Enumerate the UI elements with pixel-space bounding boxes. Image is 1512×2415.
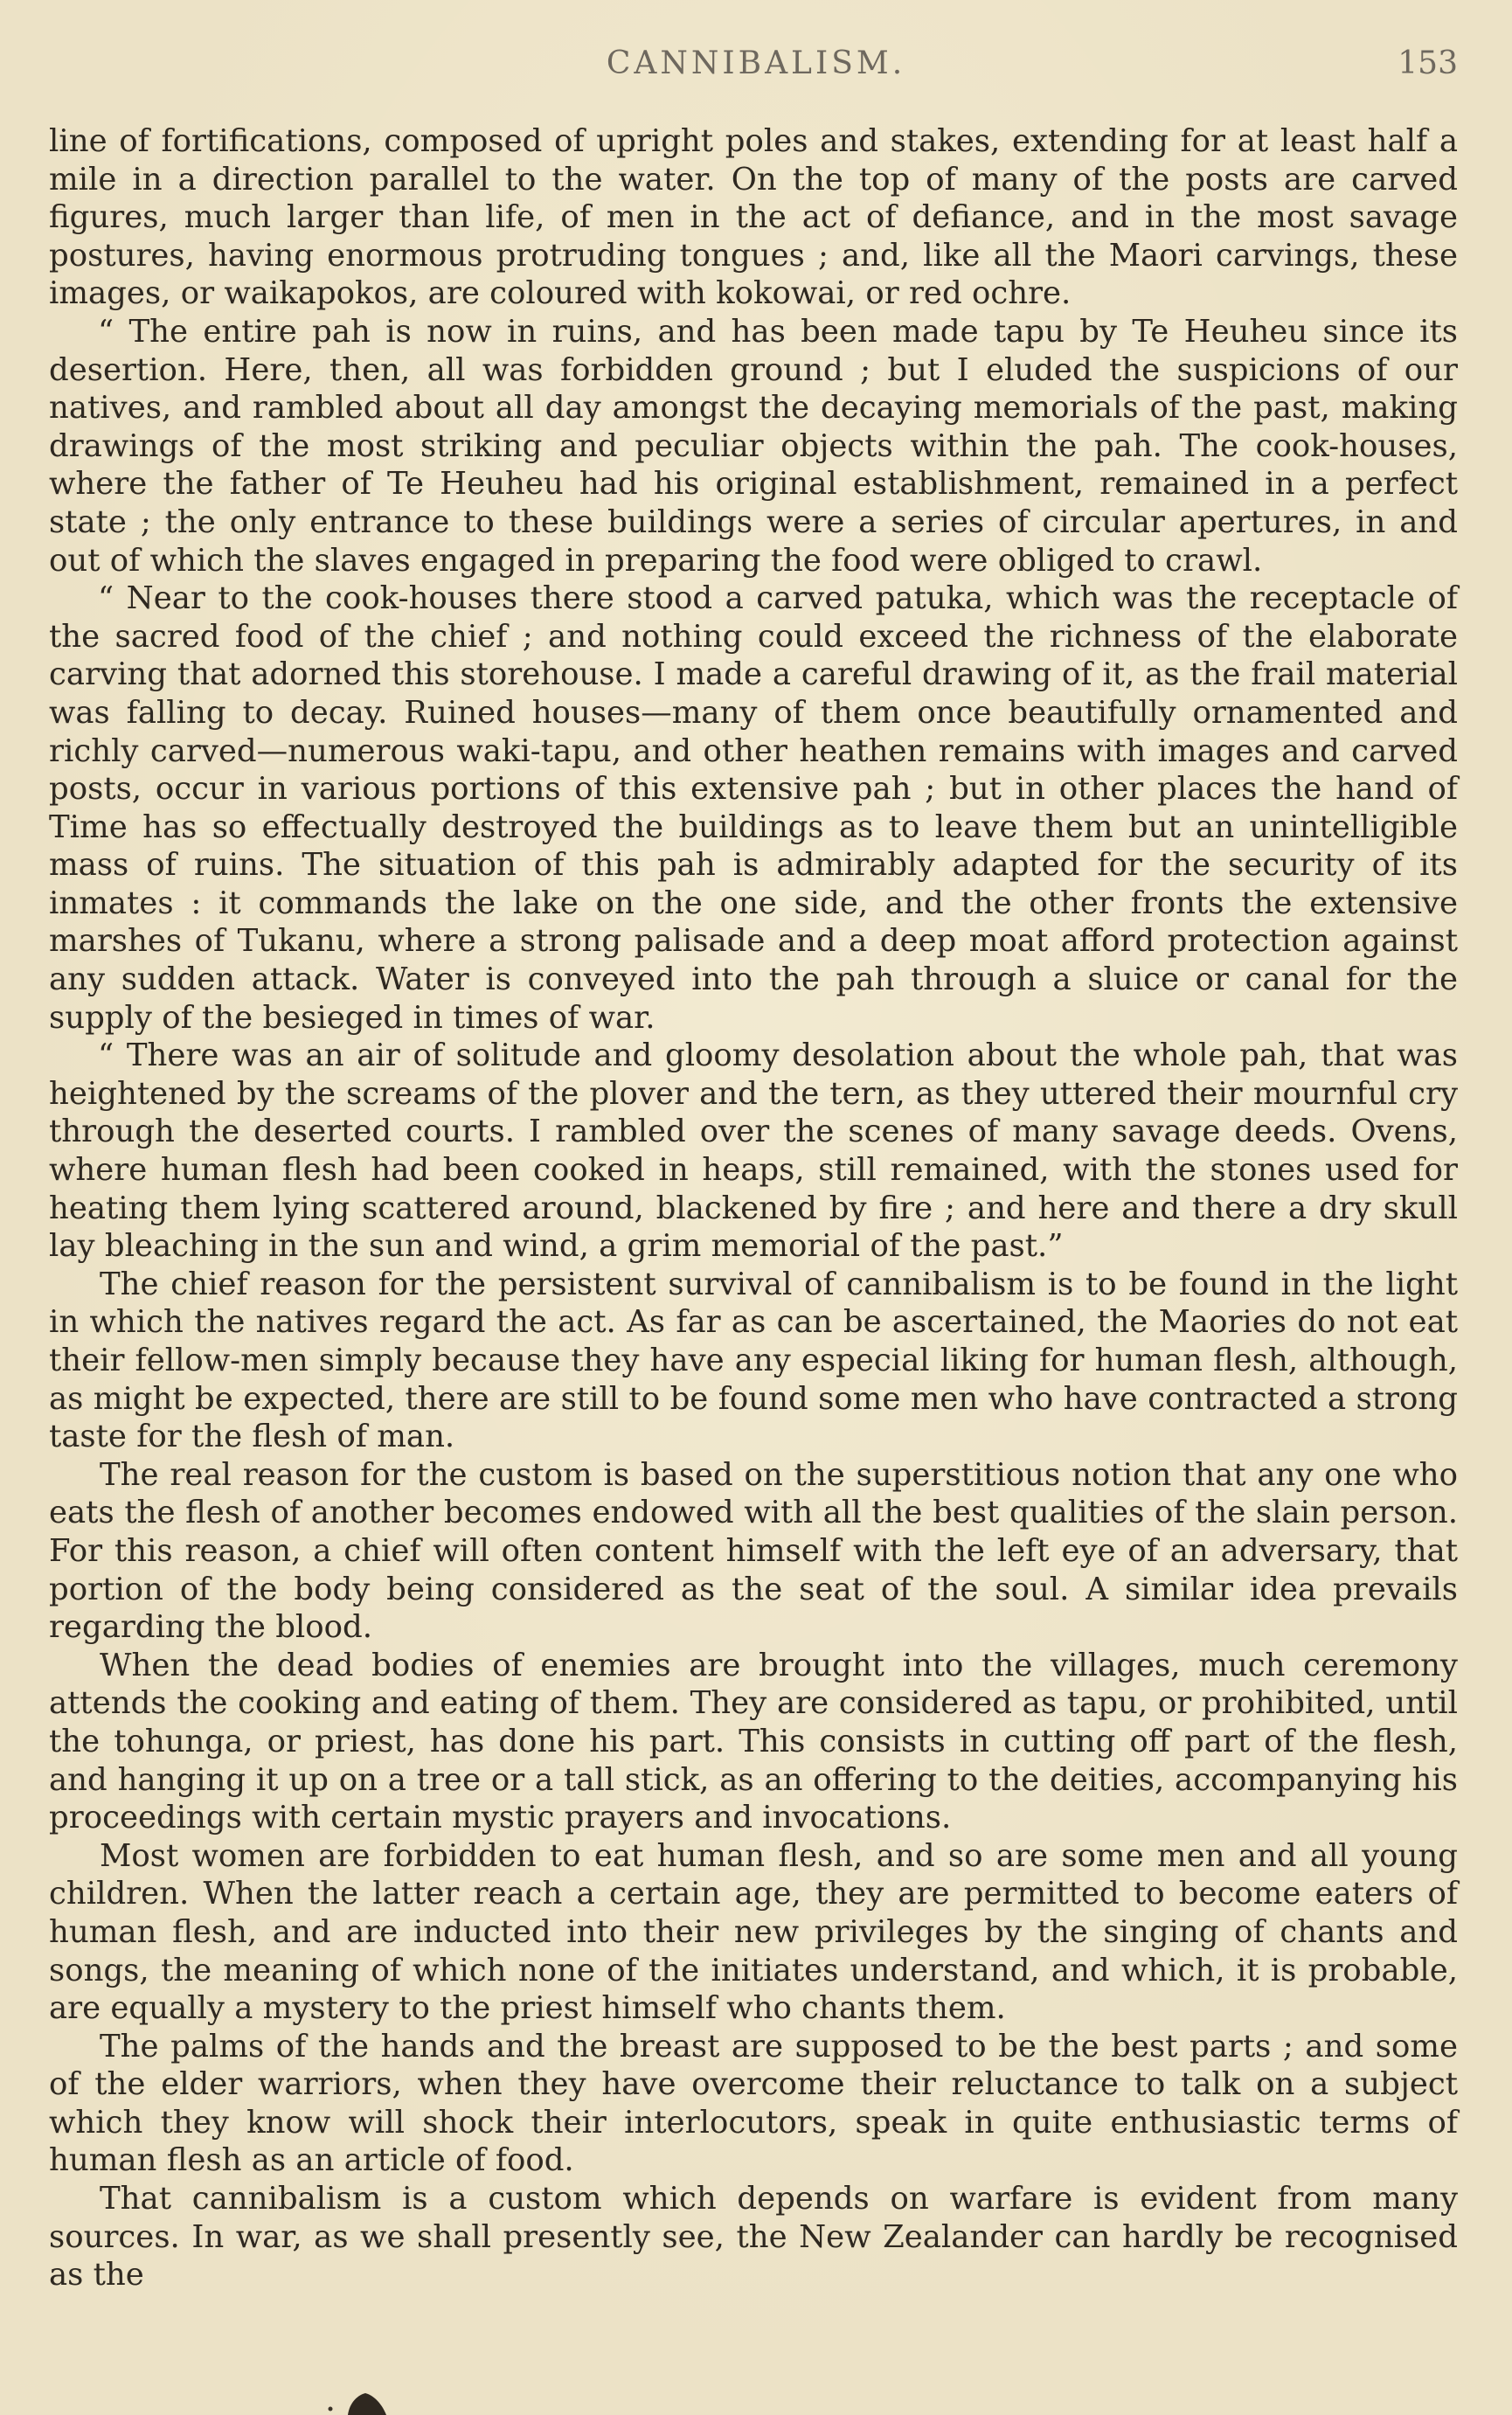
printer-ornament-mark: [323, 2386, 402, 2415]
paragraph-ceremony: When the dead bodies of enemies are brought into the villages, much ceremony attends the cooking and eating of them. They are considered as tapu, or prohibited, until the tohunga, or priest, has done his part. This consists in cutting off part of the flesh, and hanging it up on a tree or a tall stick, as an offering to the deities, accompanying his proceedings with certain mystic prayers and invocations.: [49, 1647, 1458, 1836]
running-head: [0, 45, 1512, 98]
paragraph-chief-reason: The chief reason for the persistent survival of cannibalism is to be found in the light in which the natives regard the act. As far as can be ascertained, the Maories do not eat their fellow-men simply because they have any especial liking for human flesh, although, as might be expected, there are still to be found some men who have contracted a strong taste for the flesh of man.: [49, 1266, 1458, 1455]
paragraph-continuation: line of fortifications, composed of upright poles and stakes, extending for at least half a mile in a direction parallel to the water. On the top of many of the posts are carved figures, much larger than life, of men in the act of defiance, and in the most savage postures, having enormous protruding tongues ; and, like all the Maori carvings, these images, or waikapokos, are coloured with kokowai, or red ochre.: [49, 123, 1458, 312]
paragraph-quote-solitude: “ There was an air of solitude and gloomy desolation about the whole pah, that was heightened by the screams of the plover and the tern, as they uttered their mournful cry through the deserted courts. I rambled over the scenes of many savage deeds. Ovens, where human flesh had been cooked in heaps, still remained, with the stones used for heating them lying scattered around, blackened by fire ; and here and there a dry skull lay bleaching in the sun and wind, a grim memorial of the past.”: [49, 1037, 1458, 1265]
paragraph-real-reason: The real reason for the custom is based on the superstitious notion that any one who eats the flesh of another becomes endowed with all the best qualities of the slain person. For this reason, a chief will often content himself with the left eye of an adversary, that portion of the body being considered as the seat of the soul. A similar idea prevails regarding the blood.: [49, 1456, 1458, 1646]
paragraph-women-forbidden: Most women are forbidden to eat human flesh, and so are some men and all young children. When the latter reach a certain age, they are permitted to become eaters of human flesh, and are inducted into their new privileges by the singing of chants and songs, the meaning of which none of the initiates understand, and which, it is probable, are equally a mystery to the priest himself who chants them.: [49, 1837, 1458, 2027]
paragraph-quote-patuka: “ Near to the cook-houses there stood a carved patuka, which was the receptacle of the sacred food of the chief ; and nothing could exceed the richness of the elaborate carving that adorned this storehouse. I made a careful drawing of it, as the frail material was falling to decay. Ruined houses—many of them once beautifully ornamented and richly carved—numerous waki-tapu, and other heathen remains with images and carved posts, occur in various portions of this extensive pah ; but in other places the hand of Time has so effectually destroyed the buildings as to leave them but an unintelligible mass of ruins. The situation of this pah is admirably adapted for the security of its inmates : it commands the lake on the one side, and the other fronts the extensive marshes of Tukanu, where a strong palisade and a deep moat afford protection against any sudden attack. Water is conveyed into the pah through a sluice or canal for the supply of the besieged in times of war.: [49, 580, 1458, 1036]
paragraph-quote-ruins: “ The entire pah is now in ruins, and has been made tapu by Te Heuheu since its desertion. Here, then, all was forbidden ground ; but I eluded the suspicions of our natives, and rambled about all day amongst the decaying memorials of the past, making drawings of the most striking and peculiar objects within the pah. The cook-houses, where the father of Te Heuheu had his original establishment, remained in a perfect state ; the only entrance to these buildings were a series of circular apertures, in and out of which the slaves engaged in preparing the food were obliged to crawl.: [49, 313, 1458, 579]
paragraph-warfare: That cannibalism is a custom which depends on warfare is evident from many sources. In war, as we shall presently see, the New Zealander can hardly be recognised as the: [49, 2181, 1458, 2294]
paragraph-best-parts: The palms of the hands and the breast are supposed to be the best parts ; and some of the elder warriors, when they have overcome their reluctance to talk on a subject which they know will shock their interlocutors, speak in quite enthusiastic terms of human flesh as an article of food.: [49, 2028, 1458, 2179]
page-number: 153: [1398, 45, 1458, 81]
running-title: CANNIBALISM.: [606, 45, 906, 81]
body-text: [49, 122, 1458, 2294]
